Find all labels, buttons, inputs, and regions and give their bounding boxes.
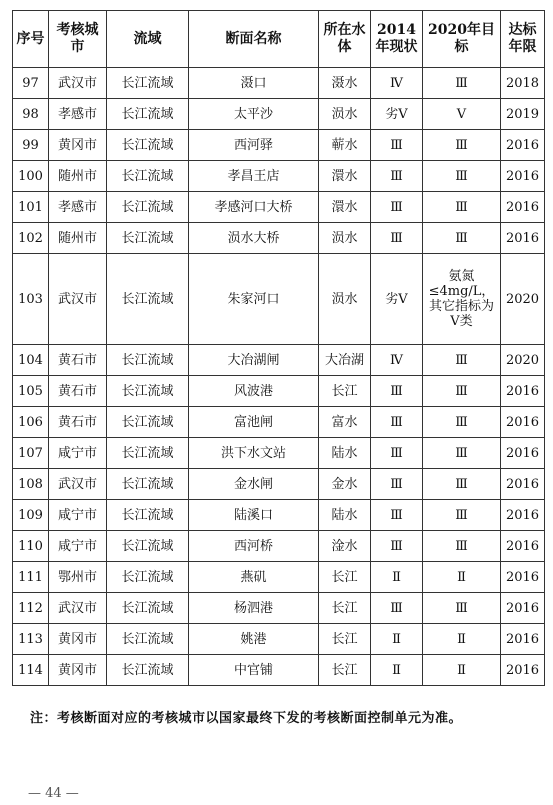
basin-cell: 长江流域 xyxy=(107,562,189,593)
table-row xyxy=(13,254,545,345)
water-body-cell: 滠水 xyxy=(319,68,371,99)
basin-cell: 长江流域 xyxy=(107,161,189,192)
status-2014-cell: Ⅲ xyxy=(371,130,423,161)
table-row xyxy=(13,223,545,254)
target-2020-cell: Ⅲ xyxy=(423,68,501,99)
section-name-cell: 太平沙 xyxy=(189,99,319,130)
table-row xyxy=(13,438,545,469)
water-body-cell: 蕲水 xyxy=(319,130,371,161)
water-body-cell: 富水 xyxy=(319,407,371,438)
basin-cell: 长江流域 xyxy=(107,407,189,438)
table-row xyxy=(13,99,545,130)
water-body-cell: 金水 xyxy=(319,469,371,500)
serial-number-cell: 108 xyxy=(13,469,49,500)
serial-number-cell: 111 xyxy=(13,562,49,593)
section-name-cell: 杨泗港 xyxy=(189,593,319,624)
basin-cell: 长江流域 xyxy=(107,254,189,345)
deadline-year-cell: 2016 xyxy=(501,531,545,562)
basin-cell: 长江流域 xyxy=(107,500,189,531)
table-row xyxy=(13,593,545,624)
column-header: 2020年目标 xyxy=(423,11,501,68)
city-cell: 黄石市 xyxy=(49,345,107,376)
status-2014-cell: Ⅱ xyxy=(371,562,423,593)
target-2020-cell: Ⅲ xyxy=(423,438,501,469)
deadline-year-cell: 2016 xyxy=(501,223,545,254)
city-cell: 鄂州市 xyxy=(49,562,107,593)
deadline-year-cell: 2016 xyxy=(501,500,545,531)
table-row xyxy=(13,161,545,192)
city-cell: 随州市 xyxy=(49,161,107,192)
status-2014-cell: Ⅲ xyxy=(371,469,423,500)
target-2020-cell: Ⅲ xyxy=(423,531,501,562)
table-header-row xyxy=(13,11,545,68)
section-name-cell: 涢水大桥 xyxy=(189,223,319,254)
table-row xyxy=(13,68,545,99)
water-body-cell: 陆水 xyxy=(319,500,371,531)
status-2014-cell: Ⅲ xyxy=(371,500,423,531)
target-2020-cell: Ⅲ xyxy=(423,345,501,376)
serial-number-cell: 110 xyxy=(13,531,49,562)
target-2020-cell: Ⅲ xyxy=(423,376,501,407)
deadline-year-cell: 2019 xyxy=(501,99,545,130)
target-2020-cell: Ⅴ xyxy=(423,99,501,130)
status-2014-cell: Ⅲ xyxy=(371,593,423,624)
status-2014-cell: Ⅲ xyxy=(371,223,423,254)
city-cell: 武汉市 xyxy=(49,469,107,500)
assessment-sections-table xyxy=(12,10,545,686)
column-header: 达标年限 xyxy=(501,11,545,68)
column-header: 所在水体 xyxy=(319,11,371,68)
status-2014-cell: Ⅲ xyxy=(371,192,423,223)
target-2020-cell: 氨氮≤4mg/L，其它指标为Ⅴ类 xyxy=(423,254,501,345)
section-name-cell: 孝感河口大桥 xyxy=(189,192,319,223)
basin-cell: 长江流域 xyxy=(107,531,189,562)
status-2014-cell: Ⅲ xyxy=(371,161,423,192)
water-body-cell: 长江 xyxy=(319,593,371,624)
status-2014-cell: 劣Ⅴ xyxy=(371,254,423,345)
table-row xyxy=(13,500,545,531)
table-row xyxy=(13,345,545,376)
city-cell: 孝感市 xyxy=(49,192,107,223)
status-2014-cell: Ⅲ xyxy=(371,531,423,562)
column-header: 2014年现状 xyxy=(371,11,423,68)
city-cell: 黄石市 xyxy=(49,407,107,438)
section-name-cell: 中官铺 xyxy=(189,655,319,686)
table-row xyxy=(13,562,545,593)
section-name-cell: 大冶湖闸 xyxy=(189,345,319,376)
status-2014-cell: Ⅲ xyxy=(371,407,423,438)
city-cell: 武汉市 xyxy=(49,68,107,99)
status-2014-cell: 劣Ⅴ xyxy=(371,99,423,130)
table-row xyxy=(13,407,545,438)
serial-number-cell: 103 xyxy=(13,254,49,345)
target-2020-cell: Ⅱ xyxy=(423,624,501,655)
target-2020-cell: Ⅲ xyxy=(423,469,501,500)
target-2020-cell: Ⅲ xyxy=(423,500,501,531)
section-name-cell: 西河桥 xyxy=(189,531,319,562)
deadline-year-cell: 2020 xyxy=(501,345,545,376)
serial-number-cell: 100 xyxy=(13,161,49,192)
target-2020-cell: Ⅲ xyxy=(423,130,501,161)
basin-cell: 长江流域 xyxy=(107,99,189,130)
serial-number-cell: 114 xyxy=(13,655,49,686)
water-body-cell: 长江 xyxy=(319,624,371,655)
basin-cell: 长江流域 xyxy=(107,130,189,161)
deadline-year-cell: 2016 xyxy=(501,161,545,192)
deadline-year-cell: 2018 xyxy=(501,68,545,99)
section-name-cell: 姚港 xyxy=(189,624,319,655)
basin-cell: 长江流域 xyxy=(107,223,189,254)
status-2014-cell: Ⅱ xyxy=(371,655,423,686)
city-cell: 咸宁市 xyxy=(49,500,107,531)
deadline-year-cell: 2016 xyxy=(501,562,545,593)
table-row xyxy=(13,376,545,407)
city-cell: 黄冈市 xyxy=(49,624,107,655)
status-2014-cell: Ⅲ xyxy=(371,438,423,469)
basin-cell: 长江流域 xyxy=(107,68,189,99)
section-name-cell: 西河驿 xyxy=(189,130,319,161)
water-body-cell: 涢水 xyxy=(319,254,371,345)
column-header: 流域 xyxy=(107,11,189,68)
city-cell: 黄冈市 xyxy=(49,130,107,161)
target-2020-cell: Ⅲ xyxy=(423,192,501,223)
water-body-cell: 澴水 xyxy=(319,161,371,192)
status-2014-cell: Ⅱ xyxy=(371,624,423,655)
serial-number-cell: 99 xyxy=(13,130,49,161)
water-body-cell: 长江 xyxy=(319,562,371,593)
status-2014-cell: Ⅳ xyxy=(371,345,423,376)
deadline-year-cell: 2016 xyxy=(501,655,545,686)
basin-cell: 长江流域 xyxy=(107,438,189,469)
section-name-cell: 陆溪口 xyxy=(189,500,319,531)
table-row xyxy=(13,192,545,223)
water-body-cell: 涢水 xyxy=(319,223,371,254)
page-number: — 44 — xyxy=(28,786,79,801)
target-2020-cell: Ⅱ xyxy=(423,655,501,686)
section-name-cell: 孝昌王店 xyxy=(189,161,319,192)
deadline-year-cell: 2016 xyxy=(501,438,545,469)
target-2020-cell: Ⅲ xyxy=(423,407,501,438)
city-cell: 黄石市 xyxy=(49,376,107,407)
serial-number-cell: 102 xyxy=(13,223,49,254)
table-header xyxy=(13,11,545,68)
water-body-cell: 澴水 xyxy=(319,192,371,223)
basin-cell: 长江流域 xyxy=(107,469,189,500)
deadline-year-cell: 2016 xyxy=(501,376,545,407)
water-body-cell: 淦水 xyxy=(319,531,371,562)
serial-number-cell: 105 xyxy=(13,376,49,407)
deadline-year-cell: 2016 xyxy=(501,192,545,223)
water-body-cell: 涢水 xyxy=(319,99,371,130)
serial-number-cell: 107 xyxy=(13,438,49,469)
serial-number-cell: 109 xyxy=(13,500,49,531)
table-row xyxy=(13,624,545,655)
deadline-year-cell: 2020 xyxy=(501,254,545,345)
table-row xyxy=(13,469,545,500)
section-name-cell: 滠口 xyxy=(189,68,319,99)
city-cell: 随州市 xyxy=(49,223,107,254)
target-2020-cell: Ⅲ xyxy=(423,593,501,624)
serial-number-cell: 106 xyxy=(13,407,49,438)
status-2014-cell: Ⅲ xyxy=(371,376,423,407)
target-2020-cell: Ⅱ xyxy=(423,562,501,593)
basin-cell: 长江流域 xyxy=(107,345,189,376)
serial-number-cell: 112 xyxy=(13,593,49,624)
city-cell: 武汉市 xyxy=(49,254,107,345)
section-name-cell: 洪下水文站 xyxy=(189,438,319,469)
city-cell: 咸宁市 xyxy=(49,438,107,469)
deadline-year-cell: 2016 xyxy=(501,130,545,161)
deadline-year-cell: 2016 xyxy=(501,469,545,500)
deadline-year-cell: 2016 xyxy=(501,407,545,438)
city-cell: 咸宁市 xyxy=(49,531,107,562)
basin-cell: 长江流域 xyxy=(107,624,189,655)
city-cell: 武汉市 xyxy=(49,593,107,624)
serial-number-cell: 113 xyxy=(13,624,49,655)
serial-number-cell: 97 xyxy=(13,68,49,99)
city-cell: 黄冈市 xyxy=(49,655,107,686)
basin-cell: 长江流域 xyxy=(107,192,189,223)
table-row xyxy=(13,130,545,161)
city-cell: 孝感市 xyxy=(49,99,107,130)
basin-cell: 长江流域 xyxy=(107,593,189,624)
column-header: 考核城市 xyxy=(49,11,107,68)
section-name-cell: 燕矶 xyxy=(189,562,319,593)
footnote: 注：考核断面对应的考核城市以国家最终下发的考核断面控制单元为准。 xyxy=(30,711,463,726)
water-body-cell: 长江 xyxy=(319,655,371,686)
section-name-cell: 富池闸 xyxy=(189,407,319,438)
column-header: 序号 xyxy=(13,11,49,68)
target-2020-cell: Ⅲ xyxy=(423,223,501,254)
section-name-cell: 风波港 xyxy=(189,376,319,407)
deadline-year-cell: 2016 xyxy=(501,624,545,655)
column-header: 断面名称 xyxy=(189,11,319,68)
serial-number-cell: 98 xyxy=(13,99,49,130)
deadline-year-cell: 2016 xyxy=(501,593,545,624)
section-name-cell: 朱家河口 xyxy=(189,254,319,345)
table-row xyxy=(13,531,545,562)
water-body-cell: 长江 xyxy=(319,376,371,407)
basin-cell: 长江流域 xyxy=(107,655,189,686)
serial-number-cell: 101 xyxy=(13,192,49,223)
serial-number-cell: 104 xyxy=(13,345,49,376)
status-2014-cell: Ⅳ xyxy=(371,68,423,99)
water-body-cell: 大冶湖 xyxy=(319,345,371,376)
section-name-cell: 金水闸 xyxy=(189,469,319,500)
table-body xyxy=(13,68,545,686)
water-body-cell: 陆水 xyxy=(319,438,371,469)
table-row xyxy=(13,655,545,686)
target-2020-cell: Ⅲ xyxy=(423,161,501,192)
basin-cell: 长江流域 xyxy=(107,376,189,407)
